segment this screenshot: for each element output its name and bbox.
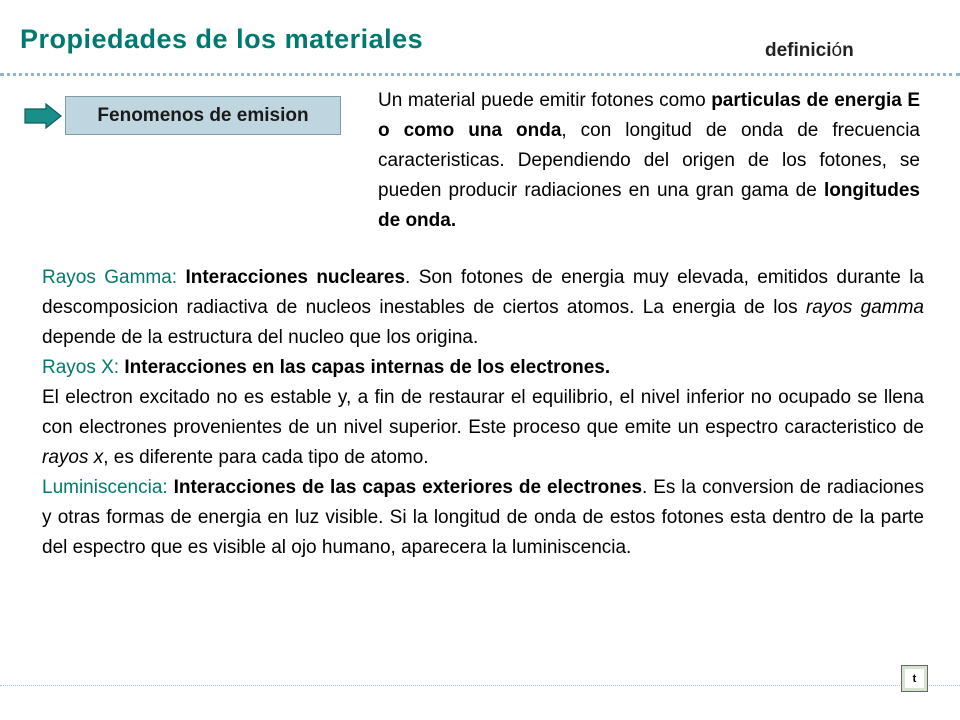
- gamma-paragraph: [42, 263, 924, 353]
- lumin-heading: Interacciones de las capas exteriores de electrones: [173, 477, 643, 498]
- intro-bold-2: longitudes de onda.: [378, 180, 920, 231]
- gamma-text-2: depende de la estructura del nucleo que los origina.: [42, 327, 479, 348]
- lumin-paragraph: [42, 473, 924, 563]
- intro-paragraph: [378, 86, 920, 236]
- gamma-term: Rayos Gamma:: [42, 267, 186, 288]
- topic-box: [65, 96, 341, 135]
- intro-bold-1: particulas de energia E o como una onda: [378, 90, 920, 141]
- lumin-text-1: . Es la conversion de radiaciones y otras formas de energia en luz visible. Si la longitud de onda de estos fotones esta dentro de la parte del espectro que es visible al ojo humano, aparecera la luminiscencia.: [42, 477, 924, 558]
- gamma-italic: rayos gamma: [805, 297, 924, 318]
- section-tag-main: definici: [765, 40, 832, 61]
- section-tag: [765, 40, 854, 62]
- section-tag-end: n: [842, 40, 854, 61]
- lumin-term: Luminiscencia:: [42, 477, 174, 498]
- topic-label: Fenomenos de emision: [97, 104, 309, 126]
- gamma-heading: Interacciones nucleares: [185, 267, 406, 288]
- xray-italic: rayos x: [42, 447, 104, 468]
- intro-text-1: Un material puede emitir fotones como: [378, 90, 712, 111]
- section-tag-accent: ó: [831, 40, 843, 61]
- content-body: [42, 263, 924, 563]
- xray-text-2: , es diferente para cada tipo de atomo.: [103, 447, 429, 468]
- nav-t-button[interactable]: t: [901, 665, 928, 692]
- footer-divider: [0, 685, 960, 686]
- intro-text-2: , con longitud de onda de frecuencia caracteristicas. Dependiendo del origen de los fotones, se pueden producir radiaciones en una gran gama de: [378, 120, 920, 201]
- xray-term: Rayos X:: [42, 357, 125, 378]
- xray-text-1: El electron excitado no es estable y, a fin de restaurar el equilibrio, el nivel inferior no ocupado se llena con electrones provenientes de un nivel superior. Este proceso que emite un espectro caracteristico de: [42, 387, 924, 438]
- xray-heading: Interacciones en las capas internas de los electrones.: [124, 357, 611, 378]
- xray-heading-line: [42, 353, 924, 383]
- xray-paragraph: [42, 383, 924, 473]
- right-arrow-icon: [24, 103, 62, 129]
- slide-title: Propiedades de los materiales: [20, 24, 424, 54]
- header-divider: [0, 73, 960, 76]
- gamma-text-1: . Son fotones de energia muy elevada, emitidos durante la descomposicion radiactiva de nucleos inestables de ciertos atomos. La energia de los: [42, 267, 924, 318]
